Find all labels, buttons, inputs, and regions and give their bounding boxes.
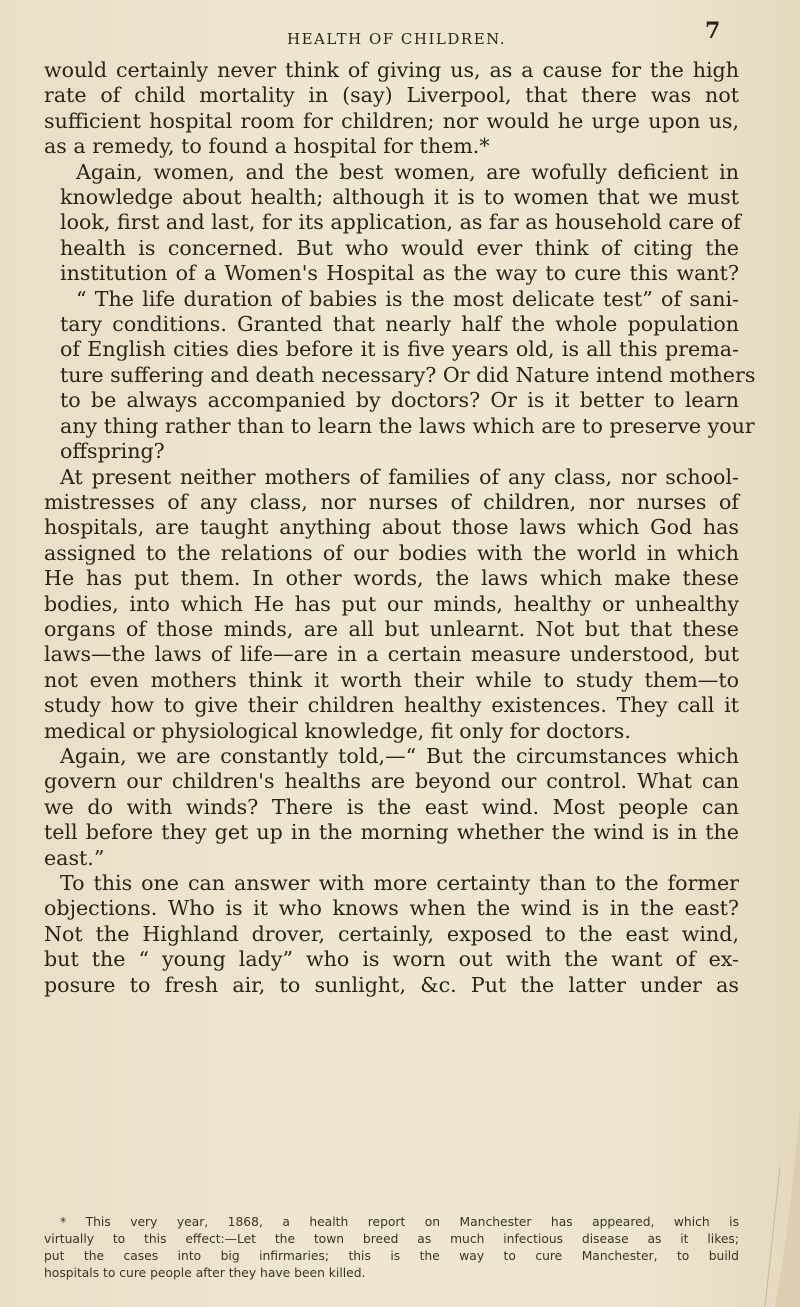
paragraph-3 <box>44 465 739 744</box>
text-line: we do with winds? There is the east wind. Most people can <box>44 794 739 819</box>
text-line: He has put them. In other words, the laws which make these <box>44 566 739 591</box>
text-line: laws—the laws of life—are in a certain measure understood, but <box>44 642 739 667</box>
text-line: as a remedy, to found a hospital for them.* <box>44 134 490 159</box>
text-line: To this one can answer with more certainty than to the former <box>60 871 739 895</box>
text-line: bodies, into which He has put our minds, healthy or unhealthy <box>44 591 739 616</box>
page-number: 7 <box>705 18 721 44</box>
text-line: organs of those minds, are all but unlearnt. Not but that these <box>44 616 739 641</box>
text-line: assigned to the relations of our bodies with the world in which <box>44 540 739 565</box>
text-line: “ The life duration of babies is the most delicate test” of sani- <box>76 286 739 311</box>
footnote <box>44 1214 739 1282</box>
text-line: medical or physiological knowledge, fit only for doctors. <box>44 718 631 743</box>
text-line: health is concerned. But who would ever think of citing the <box>60 235 739 260</box>
text-line: look, first and last, for its application, as far as household care of <box>60 210 741 235</box>
text-line: mistresses of any class, nor nurses of children, nor nurses of <box>44 489 739 514</box>
text-line: east.” <box>44 845 105 870</box>
footnote-line: hospitals to cure people after they have been killed. <box>44 1266 366 1280</box>
footnote-line: put the cases into big infirmaries; this is the way to cure Manchester, to build <box>44 1249 739 1263</box>
running-title: HEALTH OF CHILDREN. <box>287 30 507 48</box>
paragraph-4 <box>44 744 739 871</box>
text-line: govern our children's healths are beyond our control. What can <box>44 769 739 794</box>
text-line: but the “ young lady” who is worn out with the want of ex- <box>44 947 739 972</box>
text-line: At present neither mothers of families of any class, nor school- <box>60 464 739 489</box>
text-line: ture suffering and death necessary? Or did Nature intend mothers <box>60 362 756 387</box>
text-line: Again, we are constantly told,—“ But the circumstances which <box>60 743 739 768</box>
text-line: institution of a Women's Hospital as the way to cure this want? <box>60 261 739 286</box>
text-line: objections. Who is it who knows when the wind is in the east? <box>44 896 739 921</box>
paragraph-2 <box>44 159 756 465</box>
text-line: any thing rather than to learn the laws which are to preserve your <box>60 413 755 438</box>
footnote-line: virtually to this effect:—Let the town breed as much infectious disease as it likes; <box>44 1232 739 1246</box>
text-line: posure to fresh air, to sunlight, &c. Put the latter under as <box>44 972 739 997</box>
paragraph-5 <box>44 871 739 998</box>
text-line: rate of child mortality in (say) Liverpool, that there was not <box>44 83 739 108</box>
paragraph-1 <box>44 58 739 160</box>
text-line: knowledge about health; although it is to women that we must <box>60 185 739 210</box>
page-corner-shadow <box>720 1107 800 1307</box>
text-line: offspring? <box>60 439 165 464</box>
text-line: to be always accompanied by doctors? Or is it better to learn <box>60 388 739 413</box>
text-line: would certainly never think of giving us, as a cause for the high <box>44 58 739 82</box>
text-line: sufficient hospital room for children; nor would he urge upon us, <box>44 108 739 133</box>
text-line: study how to give their children healthy existences. They call it <box>44 693 739 718</box>
text-line: tell before they get up in the morning whether the wind is in the <box>44 820 739 845</box>
text-line: tary conditions. Granted that nearly half the whole population <box>60 312 739 337</box>
text-line: not even mothers think it worth their while to study them—to <box>44 667 739 692</box>
footnote-line: * This very year, 1868, a health report on Manchester has appeared, which is <box>60 1215 739 1229</box>
text-line: of English cities dies before it is five years old, is all this prema- <box>60 337 739 362</box>
text-line: hospitals, are taught anything about those laws which God has <box>44 515 739 540</box>
text-line: Again, women, and the best women, are wofully deficient in <box>76 159 739 184</box>
text-line: Not the Highland drover, certainly, exposed to the east wind, <box>44 921 739 946</box>
body-text <box>44 58 756 998</box>
